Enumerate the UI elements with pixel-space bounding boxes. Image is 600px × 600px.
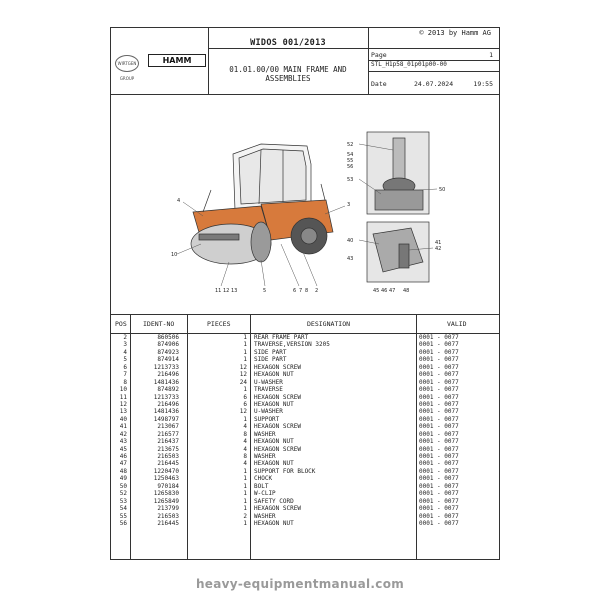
row-pieces: 12 — [239, 408, 247, 416]
row-valid: 0001 - 0077 — [419, 460, 459, 468]
row-pieces: 8 — [243, 430, 247, 438]
row-designation: HEXAGON NUT — [254, 460, 294, 468]
divider — [208, 48, 368, 49]
row-ident-no: 216445 — [157, 460, 179, 468]
page-number: 1 — [489, 51, 493, 59]
table-row — [111, 438, 499, 445]
row-ident-no: 1213733 — [153, 393, 179, 401]
row-pieces: 1 — [243, 482, 247, 490]
row-pos: 2 — [123, 334, 127, 341]
row-pieces: 1 — [243, 341, 247, 349]
row-ident-no: 216445 — [157, 519, 179, 527]
row-pos: 52 — [119, 490, 127, 498]
table-row — [111, 513, 499, 520]
callout-5: 5 — [263, 288, 267, 294]
row-pieces: 1 — [243, 334, 247, 341]
row-designation: TRAVERSE,VERSION 3205 — [254, 341, 330, 349]
row-valid: 0001 - 0077 — [419, 408, 459, 416]
row-pos: 6 — [123, 363, 127, 371]
row-designation: SAFETY CORD — [254, 497, 294, 505]
row-pos: 41 — [119, 423, 127, 431]
col-designation: DESIGNATION — [307, 320, 351, 328]
row-valid: 0001 - 0077 — [419, 378, 459, 386]
divider — [368, 48, 499, 49]
table-row — [111, 483, 499, 490]
time-value: 19:55 — [473, 80, 493, 88]
row-ident-no: 216496 — [157, 400, 179, 408]
row-pos: 46 — [119, 453, 127, 460]
row-designation: SIDE PART — [254, 356, 287, 364]
row-pieces: 1 — [243, 505, 247, 513]
col-pieces: PIECES — [207, 320, 231, 328]
meta-cell — [368, 28, 499, 94]
row-valid: 0001 - 0077 — [419, 467, 459, 475]
row-ident-no: 874923 — [157, 348, 179, 356]
callout-45: 45 — [373, 288, 380, 294]
callout-46: 46 — [381, 288, 388, 294]
table-row — [111, 520, 499, 527]
table-row — [111, 379, 499, 386]
row-pieces: 1 — [243, 475, 247, 483]
row-designation: HEXAGON NUT — [254, 400, 294, 408]
row-ident-no: 216503 — [157, 512, 179, 520]
row-valid: 0001 - 0077 — [419, 497, 459, 505]
row-ident-no: 1213733 — [153, 363, 179, 371]
row-valid: 0001 - 0077 — [419, 505, 459, 513]
row-pieces: 4 — [243, 445, 247, 453]
row-ident-no: 213675 — [157, 445, 179, 453]
row-pos: 42 — [119, 430, 127, 438]
roller-machine — [191, 144, 333, 264]
row-ident-no: 1250463 — [153, 475, 179, 483]
row-valid: 0001 - 0077 — [419, 445, 459, 453]
row-pos: 5 — [123, 356, 127, 364]
stl-row — [368, 61, 499, 72]
row-ident-no: 1220470 — [153, 467, 179, 475]
callout-56: 56 — [347, 164, 354, 170]
parts-table-header — [111, 314, 499, 334]
row-valid: 0001 - 0077 — [419, 348, 459, 356]
row-pos: 45 — [119, 445, 127, 453]
row-valid: 0001 - 0077 — [419, 415, 459, 423]
row-designation: BOLT — [254, 482, 269, 490]
row-designation: CHOCK — [254, 475, 273, 483]
title-line-1: 01.01.00/00 MAIN FRAME AND — [229, 65, 347, 74]
row-pieces: 1 — [243, 348, 247, 356]
callout-12: 12 — [223, 288, 230, 294]
row-valid: 0001 - 0077 — [419, 363, 459, 371]
callout-53: 53 — [347, 177, 354, 183]
table-row — [111, 431, 499, 438]
page-row — [368, 51, 499, 61]
callout-7: 7 — [299, 288, 303, 294]
callout-48: 48 — [403, 288, 410, 294]
table-row — [111, 423, 499, 430]
callout-13: 13 — [231, 288, 238, 294]
row-valid: 0001 - 0077 — [419, 386, 459, 394]
row-designation: W-CLIP — [254, 490, 276, 498]
table-row — [111, 371, 499, 378]
row-valid: 0001 - 0077 — [419, 512, 459, 520]
row-pieces: 1 — [243, 386, 247, 394]
page-label: Page — [371, 51, 387, 59]
row-pos: 40 — [119, 415, 127, 423]
row-ident-no: 216496 — [157, 371, 179, 379]
row-ident-no: 860506 — [157, 334, 179, 341]
row-ident-no: 216503 — [157, 453, 179, 460]
row-pieces: 4 — [243, 423, 247, 431]
row-valid: 0001 - 0077 — [419, 430, 459, 438]
row-valid: 0001 - 0077 — [419, 519, 459, 527]
callout-55: 55 — [347, 158, 354, 164]
row-designation: WASHER — [254, 453, 276, 460]
callout-10: 10 — [171, 252, 178, 258]
callout-50: 50 — [439, 187, 446, 193]
table-row — [111, 498, 499, 505]
row-valid: 0001 - 0077 — [419, 371, 459, 379]
callout-47: 47 — [389, 288, 396, 294]
row-pos: 12 — [119, 400, 127, 408]
hamm-logo: HAMM — [148, 54, 206, 67]
row-ident-no: 213067 — [157, 423, 179, 431]
row-pos: 43 — [119, 438, 127, 446]
row-pieces: 12 — [239, 371, 247, 379]
row-valid: 0001 - 0077 — [419, 400, 459, 408]
row-pieces: 8 — [243, 453, 247, 460]
table-row — [111, 401, 499, 408]
row-designation: HEXAGON SCREW — [254, 505, 301, 513]
table-row — [111, 475, 499, 482]
table-row — [111, 468, 499, 475]
row-pieces: 1 — [243, 415, 247, 423]
row-pos: 55 — [119, 512, 127, 520]
table-row — [111, 490, 499, 497]
row-pieces: 24 — [239, 378, 247, 386]
parts-sheet — [110, 27, 500, 560]
table-row — [111, 446, 499, 453]
table-row — [111, 386, 499, 393]
table-row — [111, 453, 499, 460]
row-valid: 0001 - 0077 — [419, 341, 459, 349]
row-pos: 11 — [119, 393, 127, 401]
row-designation: HEXAGON NUT — [254, 438, 294, 446]
logo-cell — [111, 28, 209, 94]
title-cell — [208, 28, 369, 94]
callout-52: 52 — [347, 142, 354, 148]
row-ident-no: 1498797 — [153, 415, 179, 423]
row-ident-no: 874906 — [157, 341, 179, 349]
row-designation: HEXAGON SCREW — [254, 393, 301, 401]
table-row — [111, 408, 499, 415]
table-row — [111, 356, 499, 363]
row-pos: 47 — [119, 460, 127, 468]
row-pieces: 4 — [243, 460, 247, 468]
row-pieces: 6 — [243, 400, 247, 408]
row-designation: WASHER — [254, 430, 276, 438]
row-pieces: 1 — [243, 497, 247, 505]
table-row — [111, 349, 499, 356]
row-pos: 49 — [119, 475, 127, 483]
row-designation: REAR FRAME PART — [254, 334, 309, 341]
stl-code: STL_H1p58_01p01p00-00 — [371, 61, 447, 68]
row-ident-no: 874892 — [157, 386, 179, 394]
table-row — [111, 505, 499, 512]
row-pos: 7 — [123, 371, 127, 379]
row-valid: 0001 - 0077 — [419, 393, 459, 401]
callout-2: 2 — [315, 288, 319, 294]
table-row — [111, 416, 499, 423]
row-valid: 0001 - 0077 — [419, 475, 459, 483]
col-ident: IDENT-NO — [143, 320, 175, 328]
copyright-text: © 2013 by Hamm AG — [419, 29, 491, 37]
callout-8: 8 — [305, 288, 309, 294]
row-designation: WASHER — [254, 512, 276, 520]
row-designation: U-WASHER — [254, 378, 283, 386]
row-pos: 13 — [119, 408, 127, 416]
table-row — [111, 364, 499, 371]
row-ident-no: 1481436 — [153, 408, 179, 416]
callout-11: 11 — [215, 288, 222, 294]
table-row — [111, 394, 499, 401]
row-ident-no: 874914 — [157, 356, 179, 364]
row-valid: 0001 - 0077 — [419, 482, 459, 490]
row-pieces: 1 — [243, 519, 247, 527]
callout-40: 40 — [347, 238, 354, 244]
row-valid: 0001 - 0077 — [419, 356, 459, 364]
row-pos: 4 — [123, 348, 127, 356]
row-designation: TRAVERSE — [254, 386, 283, 394]
row-pos: 3 — [123, 341, 127, 349]
callout-3: 3 — [347, 202, 351, 208]
row-valid: 0001 - 0077 — [419, 423, 459, 431]
callout-42: 42 — [435, 246, 442, 252]
callout-6: 6 — [293, 288, 297, 294]
row-pieces: 1 — [243, 467, 247, 475]
row-designation: HEXAGON NUT — [254, 519, 294, 527]
callout-4: 4 — [177, 198, 181, 204]
callout-43: 43 — [347, 256, 354, 262]
parts-table-body — [111, 334, 499, 527]
row-valid: 0001 - 0077 — [419, 453, 459, 460]
row-valid: 0001 - 0077 — [419, 438, 459, 446]
row-ident-no: 216437 — [157, 438, 179, 446]
roller-illustration — [111, 94, 499, 314]
row-designation: HEXAGON SCREW — [254, 363, 301, 371]
row-ident-no: 216577 — [157, 430, 179, 438]
row-valid: 0001 - 0077 — [419, 490, 459, 498]
sheet-header — [111, 28, 499, 95]
watermark-text: heavy-equipmentmanual.com — [195, 577, 405, 591]
col-pos: POS — [115, 320, 127, 328]
row-ident-no: 1265849 — [153, 497, 179, 505]
row-designation: HEXAGON SCREW — [254, 423, 301, 431]
table-row — [111, 460, 499, 467]
row-pieces: 2 — [243, 512, 247, 520]
table-row — [111, 334, 499, 341]
row-designation: U-WASHER — [254, 408, 283, 416]
row-valid: 0001 - 0077 — [419, 334, 459, 341]
wirtgen-logo: WIRTGEN GROUP — [115, 55, 139, 72]
row-pos: 50 — [119, 482, 127, 490]
date-value: 24.07.2024 — [414, 80, 454, 88]
row-designation: HEXAGON SCREW — [254, 445, 301, 453]
row-pos: 8 — [123, 378, 127, 386]
title-line-2: ASSEMBLIES — [265, 74, 311, 83]
date-label: Date — [371, 80, 387, 88]
callout-41: 41 — [435, 240, 442, 246]
detail-view-1 — [367, 132, 429, 214]
row-pieces: 1 — [243, 356, 247, 364]
row-designation: SIDE PART — [254, 348, 287, 356]
callout-54: 54 — [347, 152, 354, 158]
row-pieces: 12 — [239, 363, 247, 371]
detail-view-2 — [367, 222, 429, 282]
row-pieces: 6 — [243, 393, 247, 401]
row-ident-no: 1481436 — [153, 378, 179, 386]
page-title — [208, 65, 368, 83]
row-pieces: 1 — [243, 490, 247, 498]
parts-drawing — [111, 94, 499, 315]
row-pieces: 4 — [243, 438, 247, 446]
row-pos: 54 — [119, 505, 127, 513]
col-valid: VALID — [447, 320, 467, 328]
table-row — [111, 341, 499, 348]
row-designation: HEXAGON NUT — [254, 371, 294, 379]
row-designation: SUPPORT — [254, 415, 280, 423]
row-pos: 56 — [119, 519, 127, 527]
row-pos: 10 — [119, 386, 127, 394]
row-pos: 48 — [119, 467, 127, 475]
row-pos: 53 — [119, 497, 127, 505]
row-ident-no: 1265830 — [153, 490, 179, 498]
row-designation: SUPPORT FOR BLOCK — [254, 467, 316, 475]
row-ident-no: 213799 — [157, 505, 179, 513]
document-id: WIDOS 001/2013 — [250, 38, 326, 48]
row-ident-no: 970184 — [157, 482, 179, 490]
